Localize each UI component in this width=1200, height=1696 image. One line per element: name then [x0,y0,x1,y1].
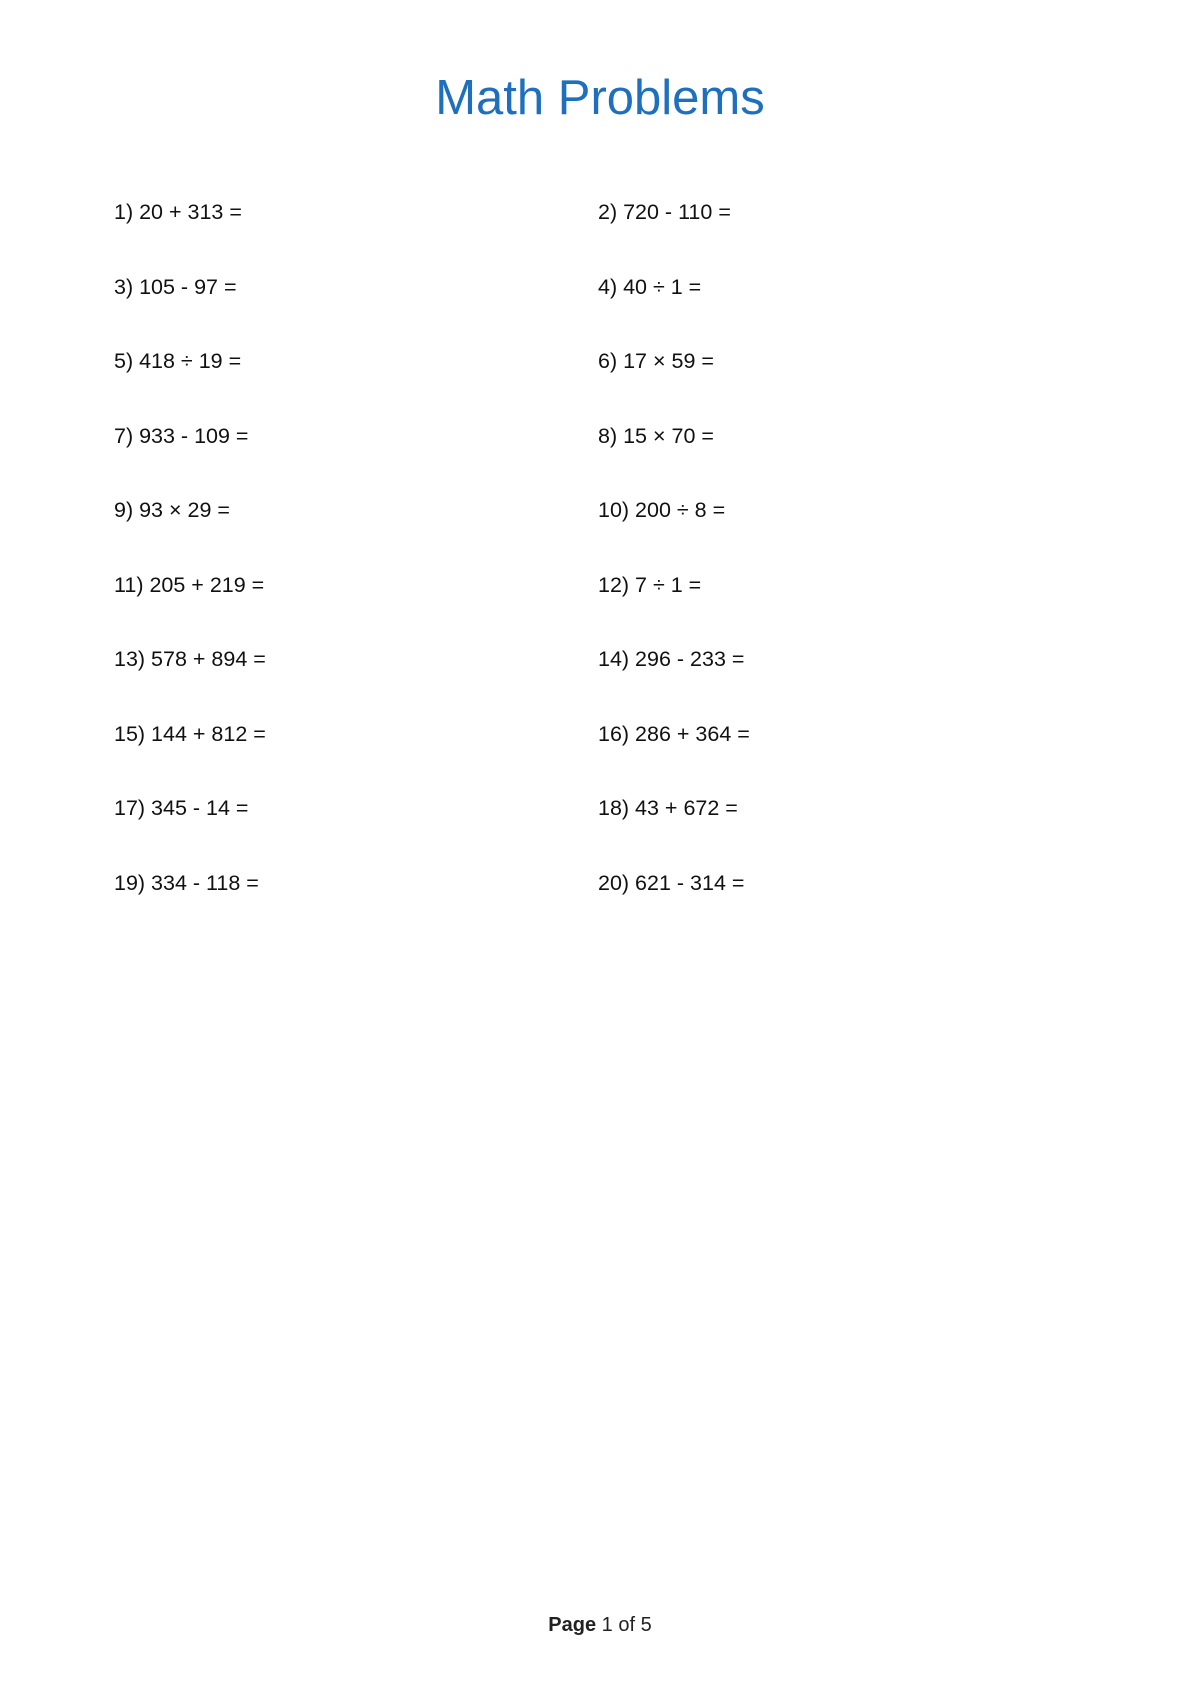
problem-2: 2) 720 - 110 = [598,200,731,224]
problem-18: 18) 43 + 672 = [598,796,738,820]
problem-5: 5) 418 ÷ 19 = [114,349,242,373]
problem-9: 9) 93 × 29 = [114,498,230,522]
page-title: Math Problems [435,71,765,125]
problems-grid [114,200,1094,945]
problem-4: 4) 40 ÷ 1 = [598,274,702,299]
problem-13: 13) 578 + 894 = [114,647,266,671]
problem-10: 10) 200 ÷ 8 = [598,498,726,522]
problem-15: 15) 144 + 812 = [114,721,266,746]
footer-current-page: 1 [601,1614,613,1636]
problem-14: 14) 296 - 233 = [598,647,745,671]
footer-total-pages: 5 [640,1614,652,1636]
problem-1: 1) 20 + 313 = [114,200,242,224]
footer-page-word: Page [548,1614,597,1636]
problem-19: 19) 334 - 118 = [114,870,259,895]
problem-16: 16) 286 + 364 = [598,721,750,746]
problem-11: 11) 205 + 219 = [114,572,265,597]
footer-of-word: of [618,1614,636,1636]
problem-17: 17) 345 - 14 = [114,796,249,820]
problem-7: 7) 933 - 109 = [114,423,249,448]
problem-6: 6) 17 × 59 = [598,349,714,373]
problem-20: 20) 621 - 314 = [598,870,745,895]
problem-3: 3) 105 - 97 = [114,274,237,299]
problem-12: 12) 7 ÷ 1 = [598,572,702,597]
page-footer [0,1614,1200,1637]
problem-8: 8) 15 × 70 = [598,423,714,448]
